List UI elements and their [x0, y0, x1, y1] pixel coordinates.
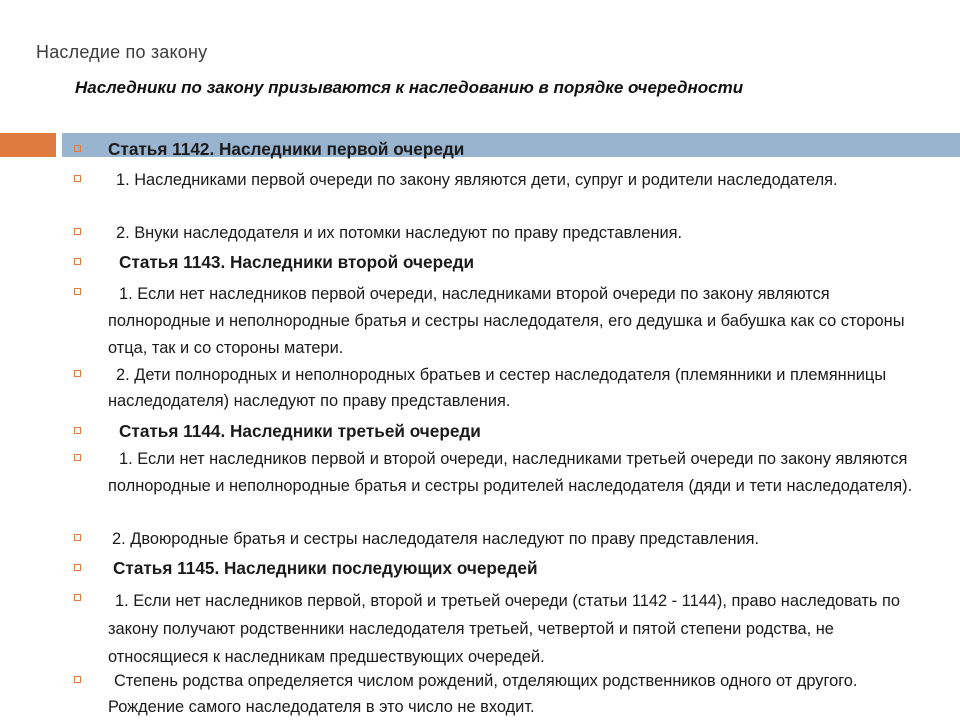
square-bullet-icon: [74, 370, 81, 377]
square-bullet-icon: [74, 594, 81, 601]
square-bullet-icon: [74, 228, 81, 235]
paragraph-text: 1. Если нет наследников первой, второй и третьей очереди (статьи 1142 - 1144), право наследовать по закону получают родственники наследодателя третьей, четвертой и пятой степени родства, не относящиеся к наследникам предшествующих очередей.: [108, 592, 901, 666]
square-bullet-icon: [74, 288, 81, 295]
slide-subtitle: Наследники по закону призываются к наследованию в порядке очередности: [75, 78, 744, 97]
square-bullet-icon: [74, 258, 81, 265]
square-bullet-icon: [74, 676, 81, 683]
square-bullet-icon: [74, 145, 81, 152]
paragraph-text: 2. Двоюродные братья и сестры наследодателя наследуют по праву представления.: [112, 530, 760, 548]
paragraph-text: 1. Если нет наследников первой и второй очереди, наследниками третьей очереди по закону являются полнородные и неполнородные братья и сестры родителей наследодателя (дяди и тети наследодателя).: [108, 450, 913, 495]
paragraph-text: 1. Наследниками первой очереди по закону являются дети, супруг и родители наследодателя.: [116, 171, 838, 189]
square-bullet-icon: [74, 175, 81, 182]
square-bullet-icon: [74, 564, 81, 571]
paragraph-text: 2. Дети полнородных и неполнородных братьев и сестер наследодателя (племянники и племянницы наследодателя) наследуют по праву представления.: [108, 366, 887, 410]
paragraph-text: Степень родства определяется числом рождений, отделяющих родственников одного от другого. Рождение самого наследодателя в это число не входит.: [108, 672, 858, 716]
square-bullet-icon: [74, 454, 81, 461]
article-heading: Статья 1144. Наследники третьей очереди: [119, 421, 481, 441]
article-heading: Статья 1143. Наследники второй очереди: [119, 252, 475, 272]
article-heading: Статья 1145. Наследники последующих очередей: [113, 558, 538, 578]
article-heading: Статья 1142. Наследники первой очереди: [108, 139, 465, 159]
accent-bar-orange: [0, 133, 56, 157]
paragraph-text: 2. Внуки наследодателя и их потомки наследуют по праву представления.: [116, 224, 683, 242]
paragraph-text: 1. Если нет наследников первой очереди, наследниками второй очереди по закону являются полнородные и неполнородные братья и сестры наследодателя, его дедушка и бабушка как со стороны отца, так и со стороны матери.: [108, 285, 905, 357]
square-bullet-icon: [74, 534, 81, 541]
square-bullet-icon: [74, 427, 81, 434]
slide-title: Наследие по закону: [36, 42, 208, 62]
